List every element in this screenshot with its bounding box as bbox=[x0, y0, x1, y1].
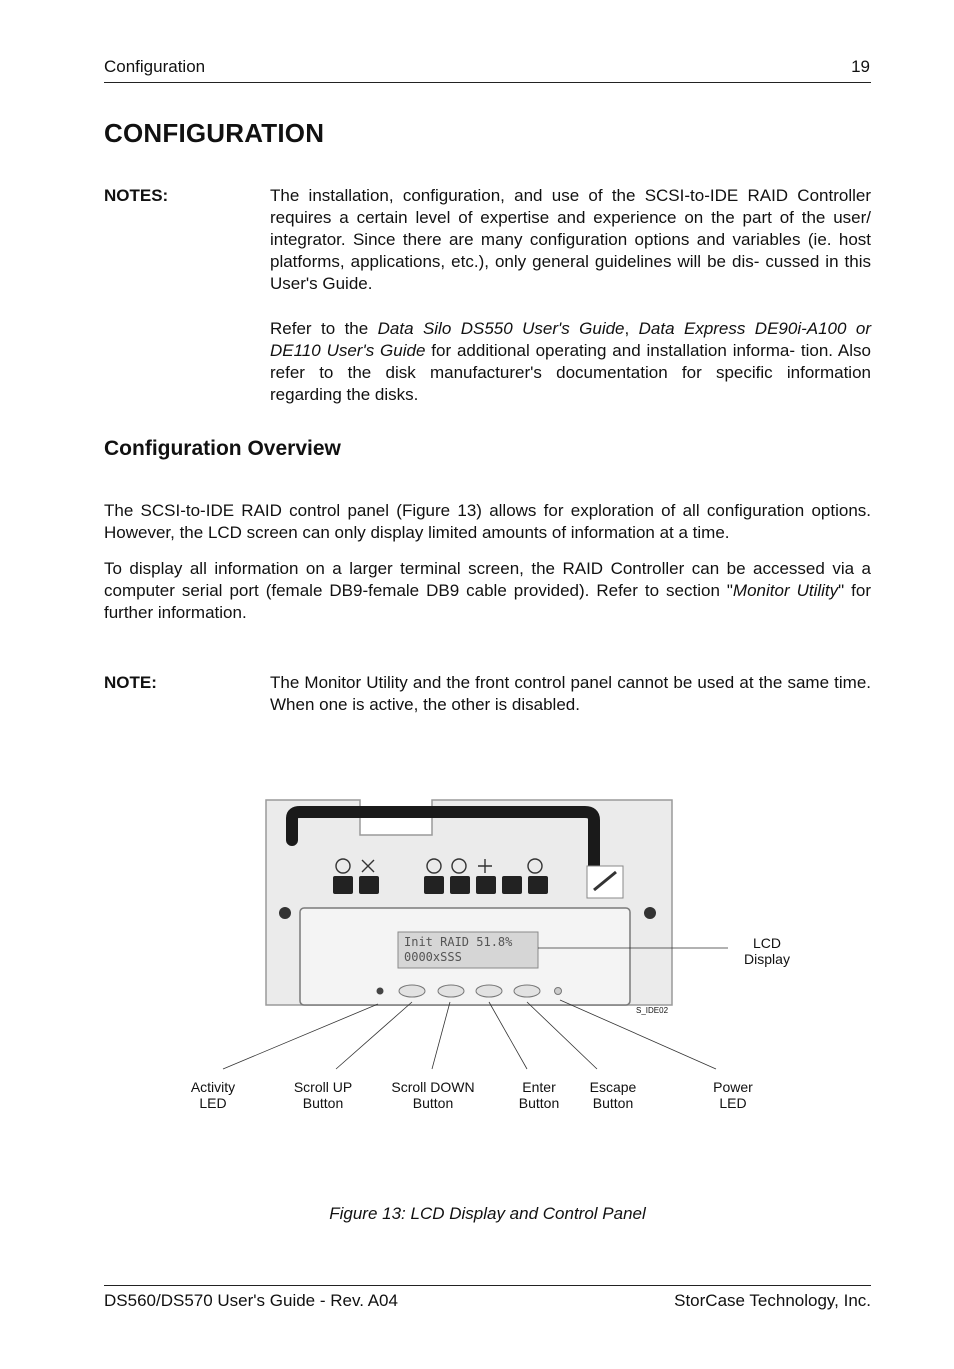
note-label: NOTE: bbox=[104, 673, 157, 692]
note-paragraph: The Monitor Utility and the front control panel cannot be used at the same time. When one is active, the other is disabled. bbox=[270, 673, 871, 714]
notes-p2-text-a: Refer to the bbox=[270, 319, 378, 338]
notes-p2-text-c: for additional operating and installation informa- tion. Also refer to the disk manufacturer's documentation for specific information regarding the disks. bbox=[270, 341, 871, 404]
screw-left bbox=[279, 907, 291, 919]
power-led bbox=[555, 988, 562, 995]
overview-paragraph-1: The SCSI-to-IDE RAID control panel (Figure 13) allows for exploration of all configuration options. However, the LCD screen can only display limited amounts of information at a time. bbox=[104, 501, 871, 542]
callout-activity-line2: LED bbox=[199, 1095, 227, 1111]
scroll-down-button bbox=[438, 985, 464, 997]
activity-leader-line bbox=[223, 1004, 378, 1069]
footer-rule bbox=[104, 1285, 871, 1286]
activity-led bbox=[377, 988, 384, 995]
panel-button-1 bbox=[333, 876, 353, 894]
panel-button-4 bbox=[450, 876, 470, 894]
overview-p2-text-b: " for further information. bbox=[104, 581, 871, 622]
notes-p2-text-b: , bbox=[624, 319, 639, 338]
escape-button bbox=[514, 985, 540, 997]
callout-down-line1: Scroll DOWN bbox=[391, 1079, 475, 1095]
panel-button-3 bbox=[424, 876, 444, 894]
panel-button-7 bbox=[528, 876, 548, 894]
callout-up-line1: Scroll UP bbox=[293, 1079, 353, 1095]
notes-p2-ref-de90i: Data Express DE90i-A100 or DE110 User's Guide bbox=[270, 319, 871, 360]
footer-document-title: DS560/DS570 User's Guide - Rev. A04 bbox=[104, 1291, 398, 1310]
callout-lcd-line1: LCD bbox=[752, 935, 781, 951]
callout-lcd-line2: Display bbox=[744, 951, 790, 967]
callout-enter-line2: Button bbox=[518, 1095, 560, 1111]
panel-button-2 bbox=[359, 876, 379, 894]
callout-escape-line1: Escape bbox=[589, 1079, 637, 1095]
callout-enter bbox=[504, 1079, 574, 1111]
panel-button-5 bbox=[476, 876, 496, 894]
scroll-up-button bbox=[399, 985, 425, 997]
lcd-text-line-2: 0000xSSS bbox=[404, 950, 462, 964]
section-heading-overview: Configuration Overview bbox=[104, 437, 341, 460]
callout-scroll-up bbox=[278, 1079, 368, 1111]
callout-power-line2: LED bbox=[719, 1095, 747, 1111]
callout-activity-line1: Activity bbox=[190, 1079, 236, 1095]
callout-power-line1: Power bbox=[713, 1079, 753, 1095]
panel-button-6 bbox=[502, 876, 522, 894]
callout-lcd-display bbox=[727, 935, 807, 967]
image-id-label: S_IDE02 bbox=[636, 1006, 669, 1015]
lcd-text-line-1: Init RAID 51.8% bbox=[404, 935, 513, 949]
footer-company: StorCase Technology, Inc. bbox=[674, 1291, 871, 1310]
callout-down-line2: Button bbox=[412, 1095, 454, 1111]
enter-button bbox=[476, 985, 502, 997]
callout-up-line2: Button bbox=[302, 1095, 344, 1111]
enter-leader-line bbox=[489, 1002, 527, 1069]
running-header-section: Configuration bbox=[104, 57, 206, 76]
notes-p2-ref-ds550: Data Silo DS550 User's Guide bbox=[377, 319, 625, 338]
page-number: 19 bbox=[851, 57, 870, 76]
notes-paragraph-1: The installation, configuration, and use of the SCSI-to-IDE RAID Controller requires a certain level of expertise and experience on the part of the user/ integrator. Since there are many configuration options and variables (ie. host platforms, applications, etc.), only general guidelines will be dis- cussed in this User's Guide. bbox=[270, 186, 871, 293]
page-title: CONFIGURATION bbox=[104, 118, 325, 148]
figure-caption: Figure 13: LCD Display and Control Panel bbox=[329, 1204, 646, 1223]
callout-escape-line2: Button bbox=[592, 1095, 634, 1111]
lcd-text bbox=[404, 935, 512, 965]
callout-scroll-down bbox=[383, 1079, 483, 1111]
screw-right bbox=[644, 907, 656, 919]
callout-escape bbox=[578, 1079, 648, 1111]
overview-p2-ref-monitor: Monitor Utility bbox=[732, 581, 839, 600]
overview-p2-text-a: To display all information on a larger terminal screen, the RAID Controller can be accessed via a computer serial port (female DB9-female DB9 cable provided). Refer to section " bbox=[104, 559, 871, 600]
scroll-up-leader-line bbox=[336, 1002, 412, 1069]
scroll-down-leader-line bbox=[432, 1002, 450, 1069]
notes-label: NOTES: bbox=[104, 186, 169, 205]
callout-power-led bbox=[698, 1079, 768, 1111]
callout-enter-line1: Enter bbox=[522, 1079, 556, 1095]
callout-activity-led bbox=[173, 1079, 253, 1111]
